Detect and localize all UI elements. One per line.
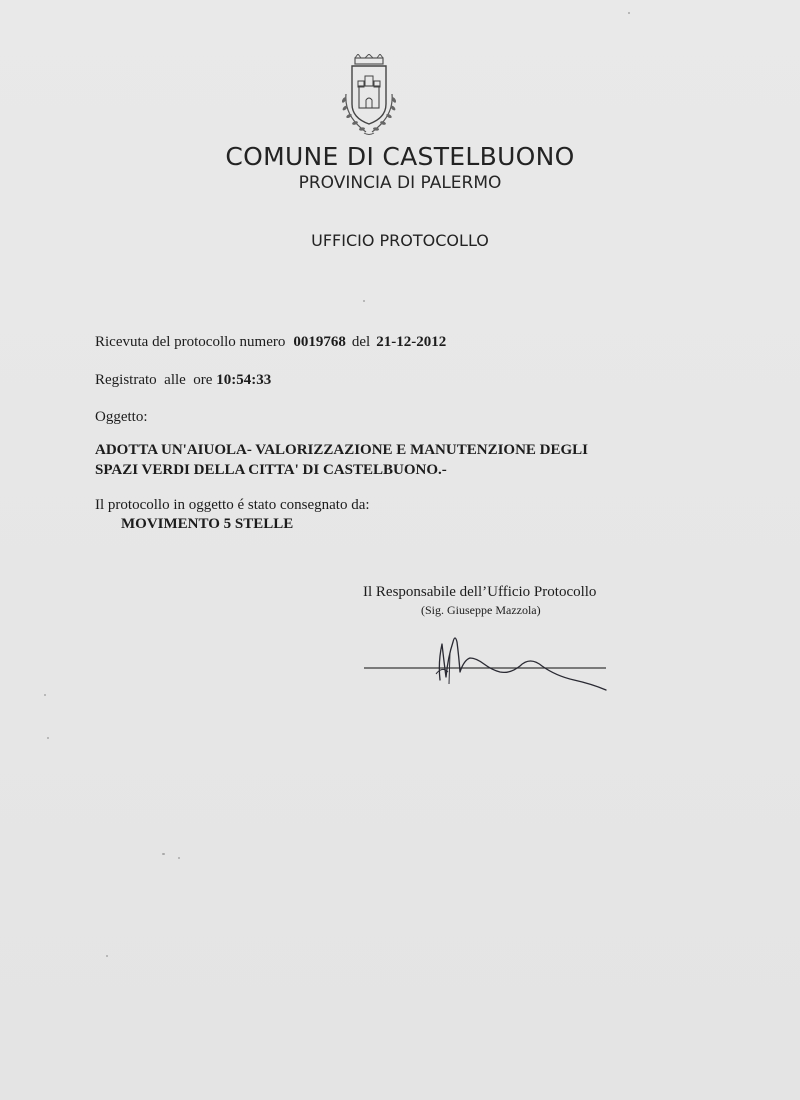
signatory-name: (Sig. Giuseppe Mazzola) — [421, 603, 541, 617]
scan-speck — [44, 694, 46, 696]
delivered-by: MOVIMENTO 5 STELLE — [121, 516, 294, 532]
subject-line-1: ADOTTA UN'AIUOLA- VALORIZZAZIONE E MANUTENZIONE DEGLI — [95, 442, 589, 458]
registered-label: Registrato alle ore — [95, 372, 213, 388]
scan-speck — [363, 300, 365, 302]
delivered-label: Il protocollo in oggetto é stato consegnato da: — [95, 497, 370, 513]
signatory-role: Il Responsabile dell’Ufficio Protocollo — [363, 584, 597, 600]
registered-line — [95, 372, 271, 389]
subject-label: Oggetto: — [95, 409, 148, 425]
subject-text — [95, 440, 655, 480]
handwritten-signature — [360, 622, 612, 694]
municipality-title — [0, 142, 800, 171]
registered-time: 10:54:33 — [216, 372, 272, 388]
scan-speck — [47, 737, 49, 739]
date-label: del — [351, 334, 371, 350]
castle-crest-icon — [336, 54, 402, 138]
municipality-name: CASTELBUONO — [382, 142, 575, 171]
protocol-date: 21-12-2012 — [376, 334, 447, 350]
province-prefix: PROVINCIA DI — [298, 173, 416, 193]
office-title: UFFICIO PROTOCOLLO — [311, 231, 489, 250]
scan-speck — [628, 12, 630, 14]
scan-speck — [106, 955, 108, 957]
scan-speck — [178, 857, 180, 859]
province-title — [0, 173, 800, 193]
scan-speck — [162, 853, 165, 855]
receipt-line — [95, 334, 446, 351]
municipality-prefix: COMUNE DI — [225, 142, 375, 171]
protocol-number: 0019768 — [293, 334, 346, 350]
subject-line-2: SPAZI VERDI DELLA CITTA' DI CASTELBUONO.- — [95, 462, 447, 478]
receipt-label: Ricevuta del protocollo numero — [95, 334, 286, 350]
province-name: PALERMO — [420, 173, 502, 193]
